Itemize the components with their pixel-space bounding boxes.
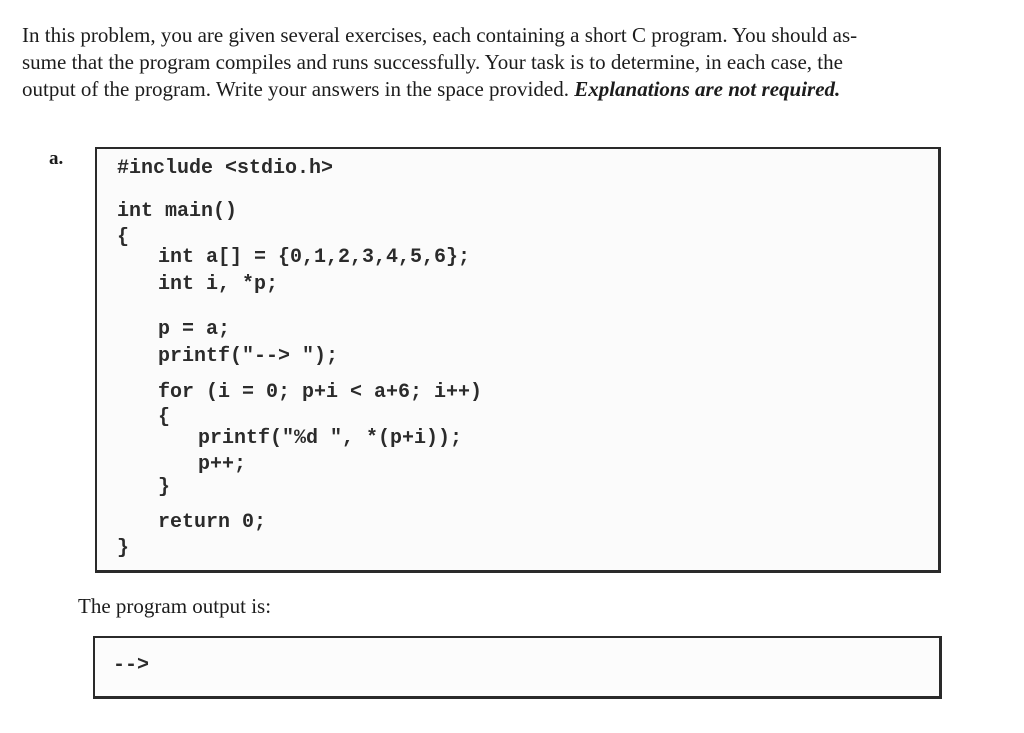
code-line-printf-prefix: printf("--> "); [158, 345, 339, 368]
code-line-main: int main() [117, 200, 238, 223]
code-listing-box [95, 147, 941, 573]
instructions-line-3-text: output of the program. Write your answers in the space provided. [22, 77, 575, 101]
code-line-for-open-brace: { [158, 406, 171, 429]
output-label: The program output is: [78, 594, 272, 618]
instructions-emphasis: Explanations are not required. [574, 77, 841, 101]
instructions-line-1: In this problem, you are given several exercises, each containing a short C program. You should as- [22, 23, 858, 47]
code-line-increment: p++; [198, 453, 247, 476]
code-line-include: #include <stdio.h> [117, 157, 334, 180]
code-line-open-brace: { [117, 226, 130, 249]
instructions-line-2: sume that the program compiles and runs successfully. Your task is to determine, in each case, the [22, 50, 843, 74]
output-prefix: --> [113, 654, 150, 677]
code-line-close-brace: } [117, 537, 130, 560]
code-line-for: for (i = 0; p+i < a+6; i++) [158, 381, 483, 404]
instructions-line-3 [22, 76, 972, 103]
problem-instructions [22, 22, 972, 103]
code-line-array-decl: int a[] = {0,1,2,3,4,5,6}; [158, 246, 471, 269]
answer-output-box[interactable] [93, 636, 942, 699]
code-line-return: return 0; [158, 511, 267, 534]
code-line-printf-value: printf("%d ", *(p+i)); [198, 427, 463, 450]
part-label: a. [49, 148, 64, 169]
code-line-for-close-brace: } [158, 476, 171, 499]
code-line-assign: p = a; [158, 318, 231, 341]
code-line-var-decl: int i, *p; [158, 273, 279, 296]
